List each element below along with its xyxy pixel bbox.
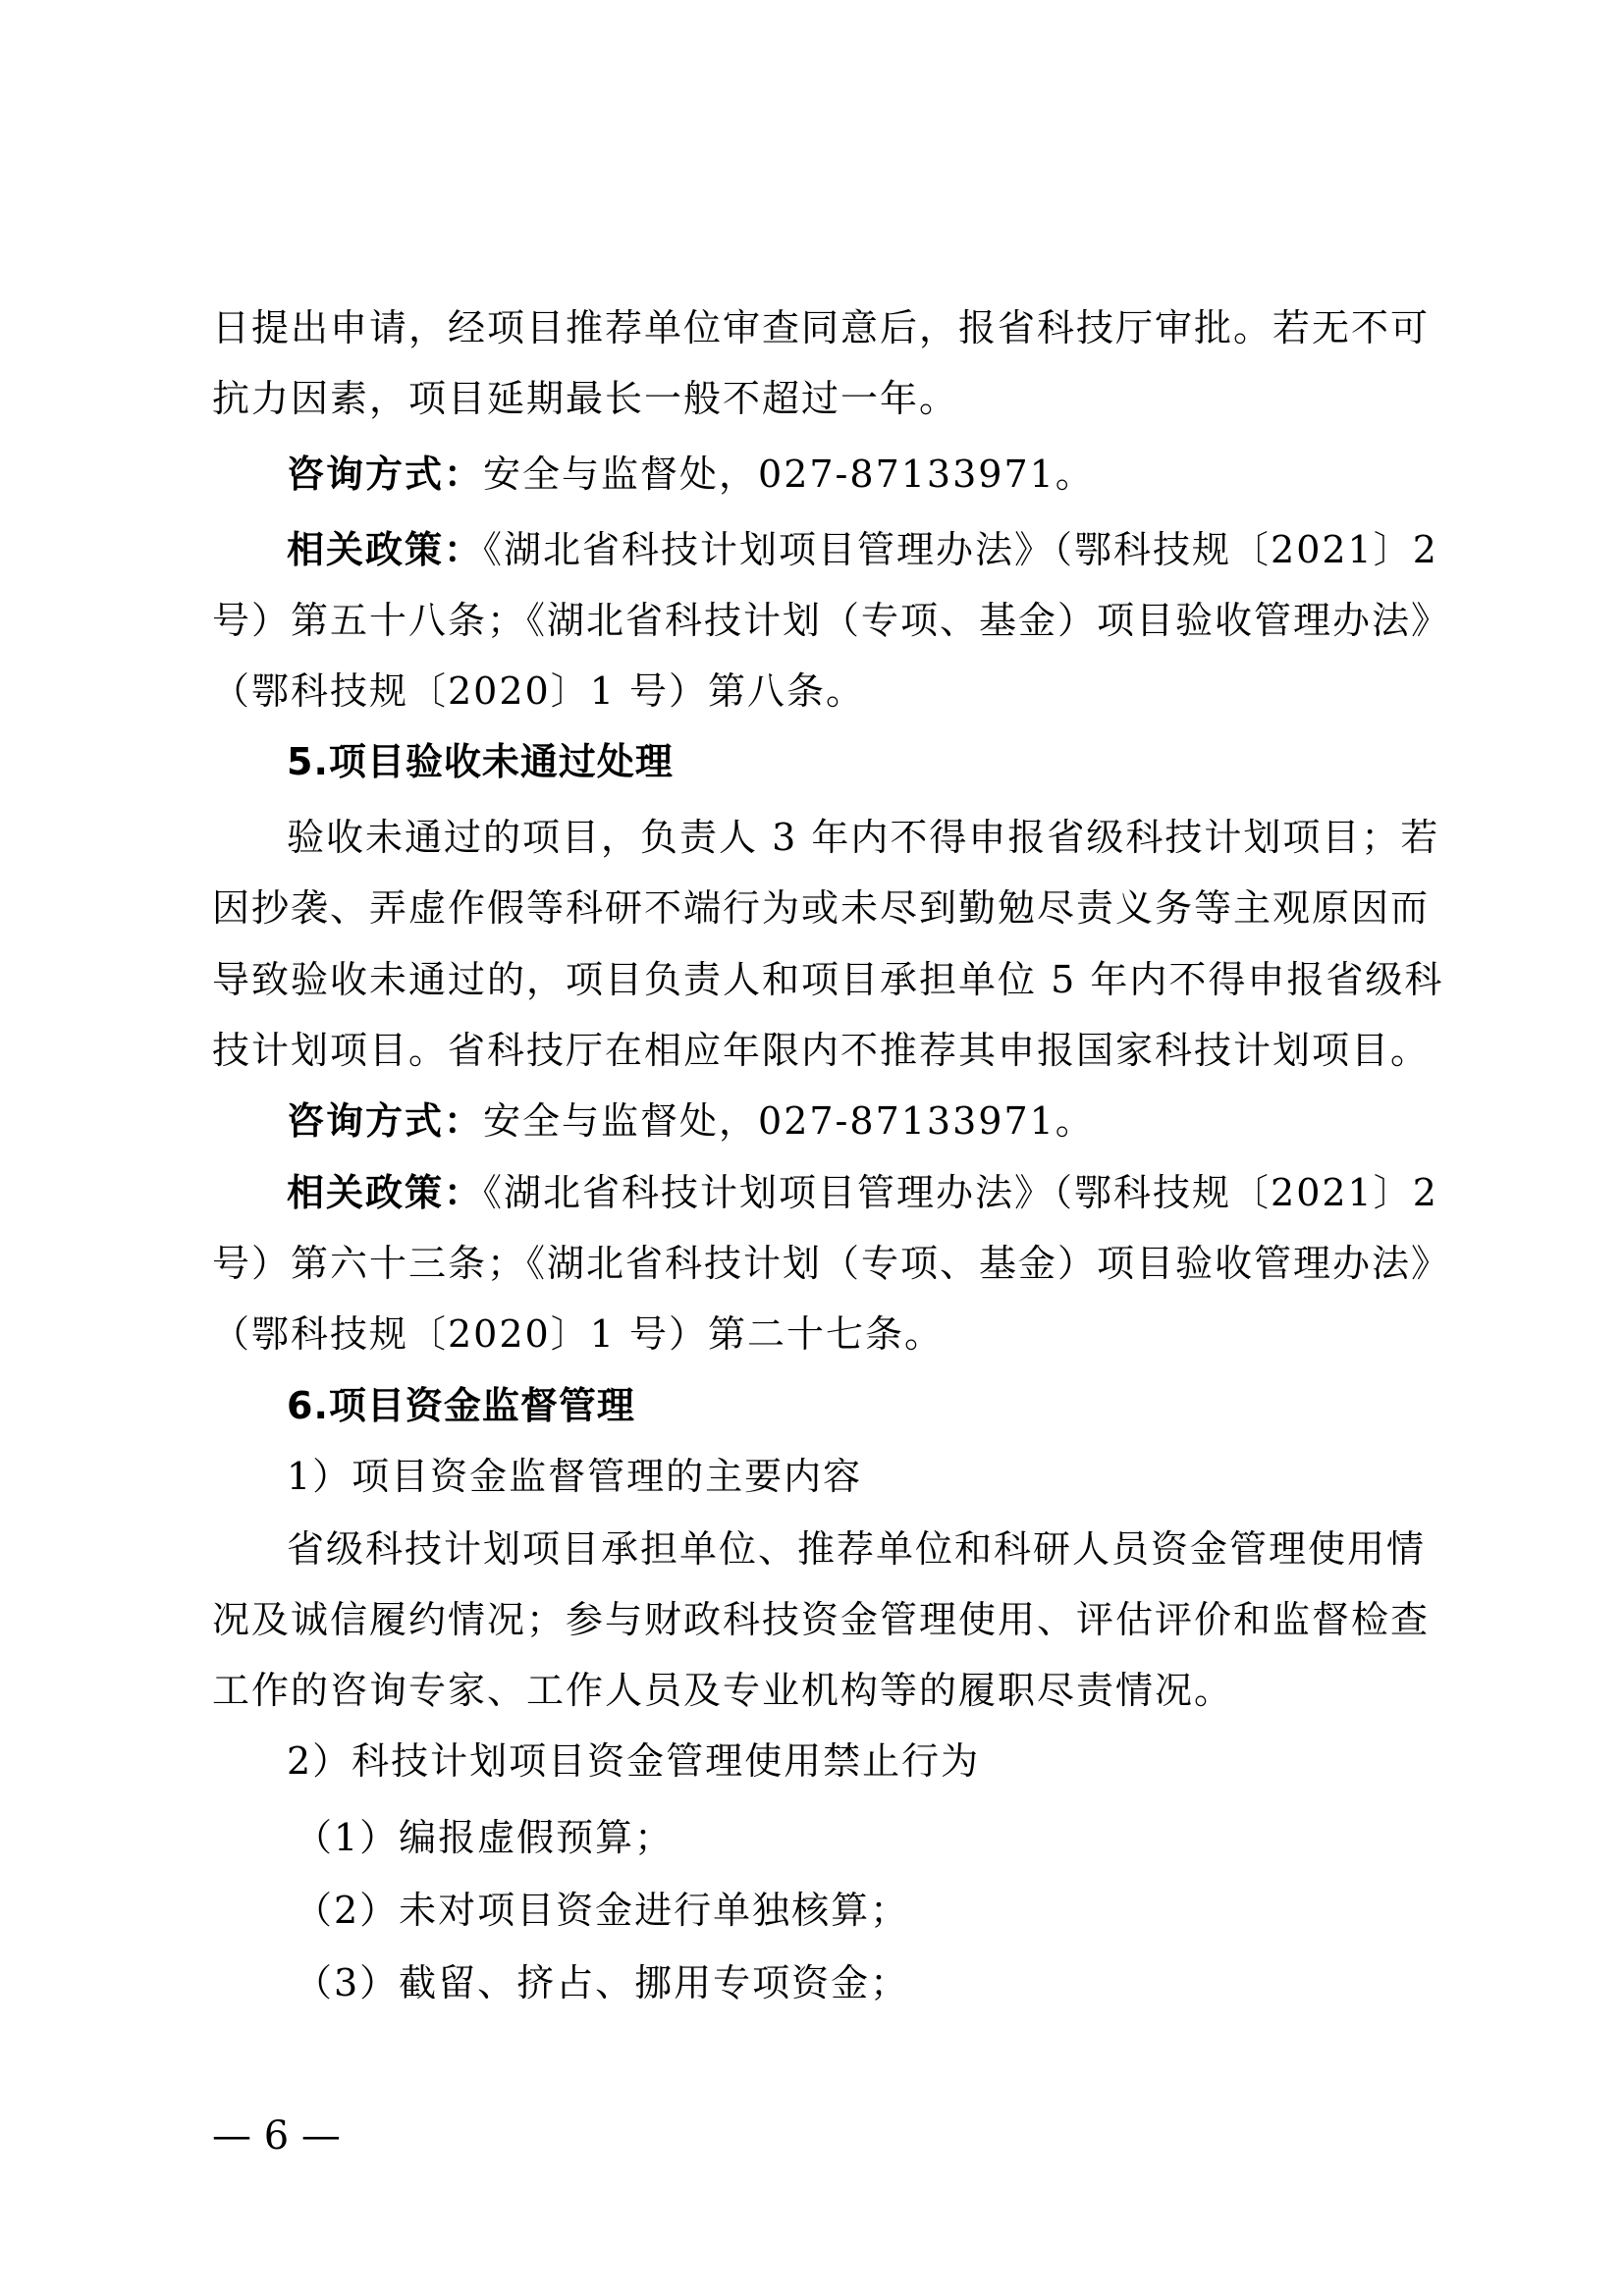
- body-line: 工作的咨询专家、工作人员及专业机构等的履职尽责情况。: [212, 1669, 1234, 1712]
- body-line: 抗力因素，项目延期最长一般不超过一年。: [212, 377, 959, 420]
- section-heading: 5.项目验收未通过处理: [287, 740, 674, 783]
- body-line: （鄂科技规〔2020〕1 号）第八条。: [212, 669, 865, 713]
- consult-line: [287, 447, 1412, 502]
- body-line: 因抄袭、弄虚作假等科研不端行为或未尽到勤勉尽责义务等主观原因而: [212, 886, 1431, 930]
- consult-label: 咨询方式：: [287, 453, 484, 496]
- body-line: 导致验收未通过的，项目负责人和项目承担单位 5 年内不得申报省级科: [212, 958, 1444, 1001]
- list-item: （3）截留、挤占、挪用专项资金；: [295, 1961, 910, 2004]
- subsection-heading: 2）科技计划项目资金管理使用禁止行为: [287, 1739, 981, 1783]
- policy-label: 相关政策：: [287, 528, 484, 571]
- body-line: （鄂科技规〔2020〕1 号）第二十七条。: [212, 1312, 944, 1356]
- subsection-heading: 1）项目资金监督管理的主要内容: [287, 1455, 863, 1498]
- body-line: 技计划项目。省科技厅在相应年限内不推荐其申报国家科技计划项目。: [212, 1029, 1431, 1072]
- consult-value: 安全与监督处，027-87133971。: [483, 453, 1095, 496]
- policy-text: 《湖北省科技计划项目管理办法》（鄂科技规〔2021〕2: [483, 1171, 1438, 1214]
- body-line: 验收未通过的项目，负责人 3 年内不得申报省级科技计划项目；若: [287, 816, 1440, 859]
- consult-value: 安全与监督处，027-87133971。: [483, 1099, 1095, 1143]
- body-line: 况及诚信履约情况；参与财政科技资金管理使用、评估评价和监督检查: [212, 1598, 1431, 1641]
- body-line: 号）第六十三条；《湖北省科技计划（专项、基金）项目验收管理办法》: [212, 1242, 1451, 1285]
- policy-label: 相关政策：: [287, 1171, 484, 1214]
- consult-label: 咨询方式：: [287, 1099, 484, 1143]
- list-item: （1）编报虚假预算；: [295, 1816, 675, 1859]
- body-line: 省级科技计划项目承担单位、推荐单位和科研人员资金管理使用情: [287, 1527, 1427, 1571]
- section-heading: 6.项目资金监督管理: [287, 1384, 635, 1427]
- page-number: — 6 —: [212, 2113, 341, 2159]
- consult-line: [287, 1094, 1412, 1148]
- body-line: 号）第五十八条；《湖北省科技计划（专项、基金）项目验收管理办法》: [212, 599, 1451, 642]
- list-item: （2）未对项目资金进行单独核算；: [295, 1889, 910, 1932]
- body-line: 日提出申请，经项目推荐单位审查同意后，报省科技厅审批。若无不可: [212, 306, 1431, 349]
- policy-text: 《湖北省科技计划项目管理办法》（鄂科技规〔2021〕2: [483, 528, 1438, 571]
- policy-line: [287, 522, 1438, 577]
- policy-line: [287, 1165, 1438, 1220]
